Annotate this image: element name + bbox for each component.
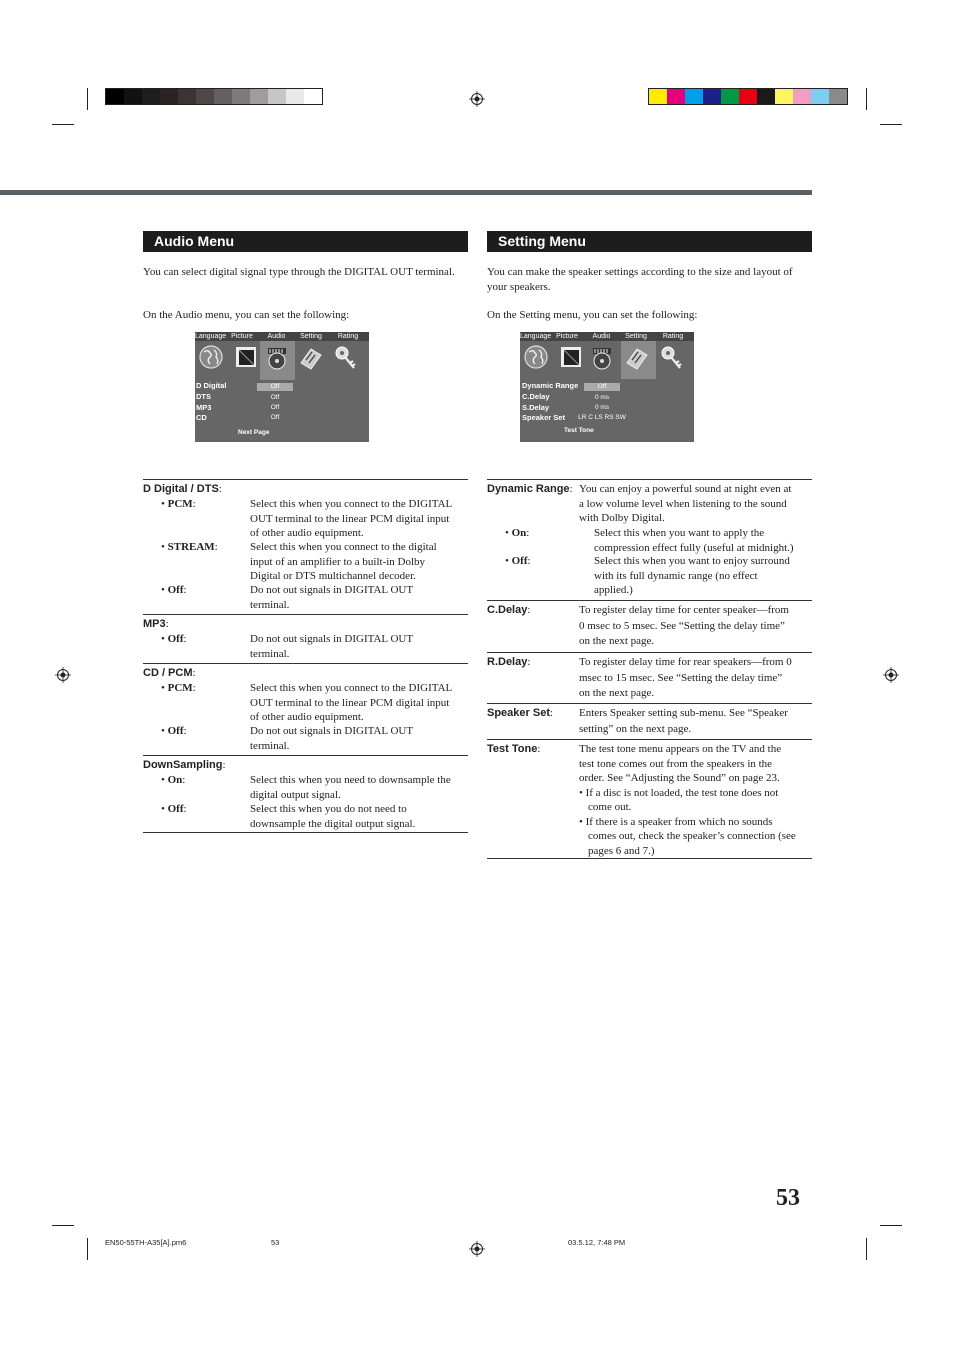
footer-page: 53: [271, 1238, 280, 1247]
option-dts: DTS: [196, 392, 211, 401]
divider: [487, 703, 812, 704]
bullet-off: • Off:: [161, 633, 187, 645]
desc-on: Select this when you want to apply the compression effect fully (useful at midnight.): [594, 527, 794, 554]
tab-rating: Rating: [662, 333, 684, 340]
bullet-on: • On:: [505, 527, 530, 539]
setting-menu-screenshot: [520, 332, 694, 442]
desc-off: Select this when you do not need to downsample the digital output signal.: [250, 803, 416, 830]
tab-rating: Rating: [337, 333, 359, 340]
rating-key-icon: [332, 344, 358, 370]
setting-intro-2: On the Setting menu, you can set the following:: [487, 309, 698, 321]
color-swatch: [811, 89, 829, 104]
crop-mark: [87, 1238, 88, 1260]
registration-mark-icon: [883, 667, 899, 683]
term-speaker-set: Speaker Set:: [487, 707, 554, 719]
setting-intro: You can make the speaker settings according to the size and layout of your speakers.: [487, 266, 793, 293]
value-s-delay: 0 ms: [594, 404, 610, 411]
divider: [487, 479, 812, 480]
globe-icon: [523, 344, 549, 370]
tab-setting: Setting: [300, 333, 322, 340]
color-swatch: [214, 89, 232, 104]
color-swatch: [793, 89, 811, 104]
desc-stream: Select this when you connect to the digital input of an amplifier to a built-in Dolby Digital or DTS multichannel decoder.: [250, 541, 437, 582]
audio-intro-2: On the Audio menu, you can set the following:: [143, 309, 350, 321]
value-mp3: Off: [270, 404, 280, 411]
color-swatch: [286, 89, 304, 104]
desc-dynamic-range: You can enjoy a powerful sound at night even at a low volume level when listening to the sound with Dolby Digital.: [579, 483, 792, 524]
crop-mark: [87, 88, 88, 110]
desc-pcm: Select this when you connect to the DIGITAL OUT terminal to the linear PCM digital input of other audio equipment.: [250, 498, 453, 539]
tab-setting: Setting: [625, 333, 647, 340]
globe-icon: [198, 344, 224, 370]
audio-menu-heading: Audio Menu: [143, 231, 468, 252]
menu-tabs: [195, 332, 369, 341]
term-d-digital-dts: D Digital / DTS:: [143, 483, 222, 495]
desc-off: Do not out signals in DIGITAL OUT terminal.: [250, 633, 414, 660]
crop-mark: [866, 88, 867, 110]
divider: [487, 600, 812, 601]
value-d-digital: Off: [257, 383, 293, 391]
color-swatch: [178, 89, 196, 104]
option-s-delay: S.Delay: [522, 403, 550, 412]
menu-tabs: [520, 332, 694, 341]
bullet-on: • On:: [161, 774, 186, 786]
crop-mark: [52, 124, 74, 125]
term-cd-pcm: CD / PCM:: [143, 667, 196, 679]
rating-key-icon: [658, 344, 684, 370]
color-swatch: [649, 89, 667, 104]
color-swatch: [685, 89, 703, 104]
value-c-delay: 0 ms: [594, 394, 610, 401]
screen-footer-next-page: Next Page: [238, 429, 270, 436]
page-number: 53: [776, 1185, 800, 1211]
bullet-off: • Off:: [161, 803, 187, 815]
speaker-setting-icon: [624, 345, 650, 371]
term-downsampling: DownSampling:: [143, 759, 226, 771]
color-swatch: [703, 89, 721, 104]
tab-language: Language: [520, 333, 552, 340]
crop-mark: [880, 1225, 902, 1226]
value-speaker-set: LR C LS RS SW: [578, 414, 626, 421]
audio-intro: You can select digital signal type through the DIGITAL OUT terminal.: [143, 266, 455, 278]
divider: [487, 652, 812, 653]
footer-file: EN50-55TH-A35[A].pm6: [105, 1238, 187, 1247]
speaker-setting-icon: [298, 345, 324, 371]
screen-footer-test-tone: Test Tone: [564, 427, 594, 434]
option-mp3: MP3: [196, 403, 212, 412]
registration-mark-icon: [469, 1241, 485, 1257]
crop-mark: [880, 124, 902, 125]
tab-audio: Audio: [267, 333, 286, 340]
color-swatch: [232, 89, 250, 104]
color-swatch: [142, 89, 160, 104]
disc-icon: [589, 345, 615, 371]
crop-mark: [866, 1238, 867, 1260]
bullet-off: • Off:: [505, 555, 531, 567]
bullet-off: • Off:: [161, 725, 187, 737]
desc-r-delay: To register delay time for rear speakers—from 0 msec to 15 msec. See “Setting the delay time” on the next page.: [579, 656, 792, 699]
term-test-tone: Test Tone:: [487, 743, 541, 755]
desc-test-tone: The test tone menu appears on the TV and the test tone comes out from the speakers in the order. See “Adjusting the Sound” on page 23. • If a disc is not loaded, the test tone does not come out. • If there is a speaker from which no sounds comes out, check the speaker’s connection (see pages 6 and 7.): [579, 743, 796, 857]
desc-pcm: Select this when you connect to the DIGITAL OUT terminal to the linear PCM digital input of other audio equipment.: [250, 682, 453, 723]
bullet-off: • Off:: [161, 584, 187, 596]
color-swatch: [739, 89, 757, 104]
divider: [487, 739, 812, 740]
option-speaker-set: Speaker Set: [522, 413, 565, 422]
color-swatch: [250, 89, 268, 104]
color-swatch: [667, 89, 685, 104]
option-cd: CD: [196, 413, 207, 422]
color-swatch-strip: [648, 88, 848, 105]
option-d-digital: D Digital: [196, 381, 227, 390]
registration-mark-icon: [55, 667, 71, 683]
color-swatch: [106, 89, 124, 104]
divider: [143, 755, 468, 756]
term-mp3: MP3:: [143, 618, 169, 630]
value-dts: Off: [270, 394, 280, 401]
picture-icon: [558, 344, 584, 370]
crop-mark: [52, 1225, 74, 1226]
color-swatch: [124, 89, 142, 104]
picture-icon: [233, 344, 259, 370]
color-swatch: [829, 89, 847, 104]
top-rule-bar: [0, 190, 812, 195]
color-swatch: [721, 89, 739, 104]
bullet-pcm: • PCM:: [161, 498, 196, 510]
bullet-pcm: • PCM:: [161, 682, 196, 694]
desc-off: Select this when you want to enjoy surround with its full dynamic range (no effect applied.): [594, 555, 790, 596]
registration-mark-icon: [469, 91, 485, 107]
divider: [143, 663, 468, 664]
term-r-delay: R.Delay:: [487, 656, 531, 668]
term-c-delay: C.Delay:: [487, 604, 531, 616]
color-swatch: [757, 89, 775, 104]
audio-menu-screenshot: [195, 332, 369, 442]
color-swatch: [304, 89, 322, 104]
divider: [487, 858, 812, 859]
desc-on: Select this when you need to downsample the digital output signal.: [250, 774, 451, 801]
value-cd: Off: [270, 414, 280, 421]
desc-off: Do not out signals in DIGITAL OUT terminal.: [250, 725, 414, 752]
tab-audio: Audio: [592, 333, 611, 340]
option-c-delay: C.Delay: [522, 392, 550, 401]
tab-picture: Picture: [556, 333, 578, 340]
divider: [143, 832, 468, 833]
grayscale-swatch-strip: [105, 88, 323, 105]
term-dynamic-range: Dynamic Range:: [487, 483, 573, 495]
color-swatch: [268, 89, 286, 104]
footer-date: 03.5.12, 7:48 PM: [568, 1238, 626, 1247]
divider: [143, 614, 468, 615]
desc-speaker-set: Enters Speaker setting sub-menu. See “Speaker setting” on the next page.: [579, 707, 788, 735]
value-dynamic-range: Off: [584, 383, 620, 391]
tab-language: Language: [195, 333, 227, 340]
disc-icon: [264, 345, 290, 371]
color-swatch: [196, 89, 214, 104]
divider: [143, 479, 468, 480]
desc-off: Do not out signals in DIGITAL OUT terminal.: [250, 584, 414, 611]
color-swatch: [160, 89, 178, 104]
color-swatch: [775, 89, 793, 104]
tab-picture: Picture: [231, 333, 253, 340]
option-dynamic-range: Dynamic Range: [522, 381, 579, 390]
bullet-stream: • STREAM:: [161, 541, 218, 553]
setting-menu-heading: Setting Menu: [487, 231, 812, 252]
desc-c-delay: To register delay time for center speaker—from 0 msec to 5 msec. See “Setting the delay time” on the next page.: [579, 604, 789, 647]
